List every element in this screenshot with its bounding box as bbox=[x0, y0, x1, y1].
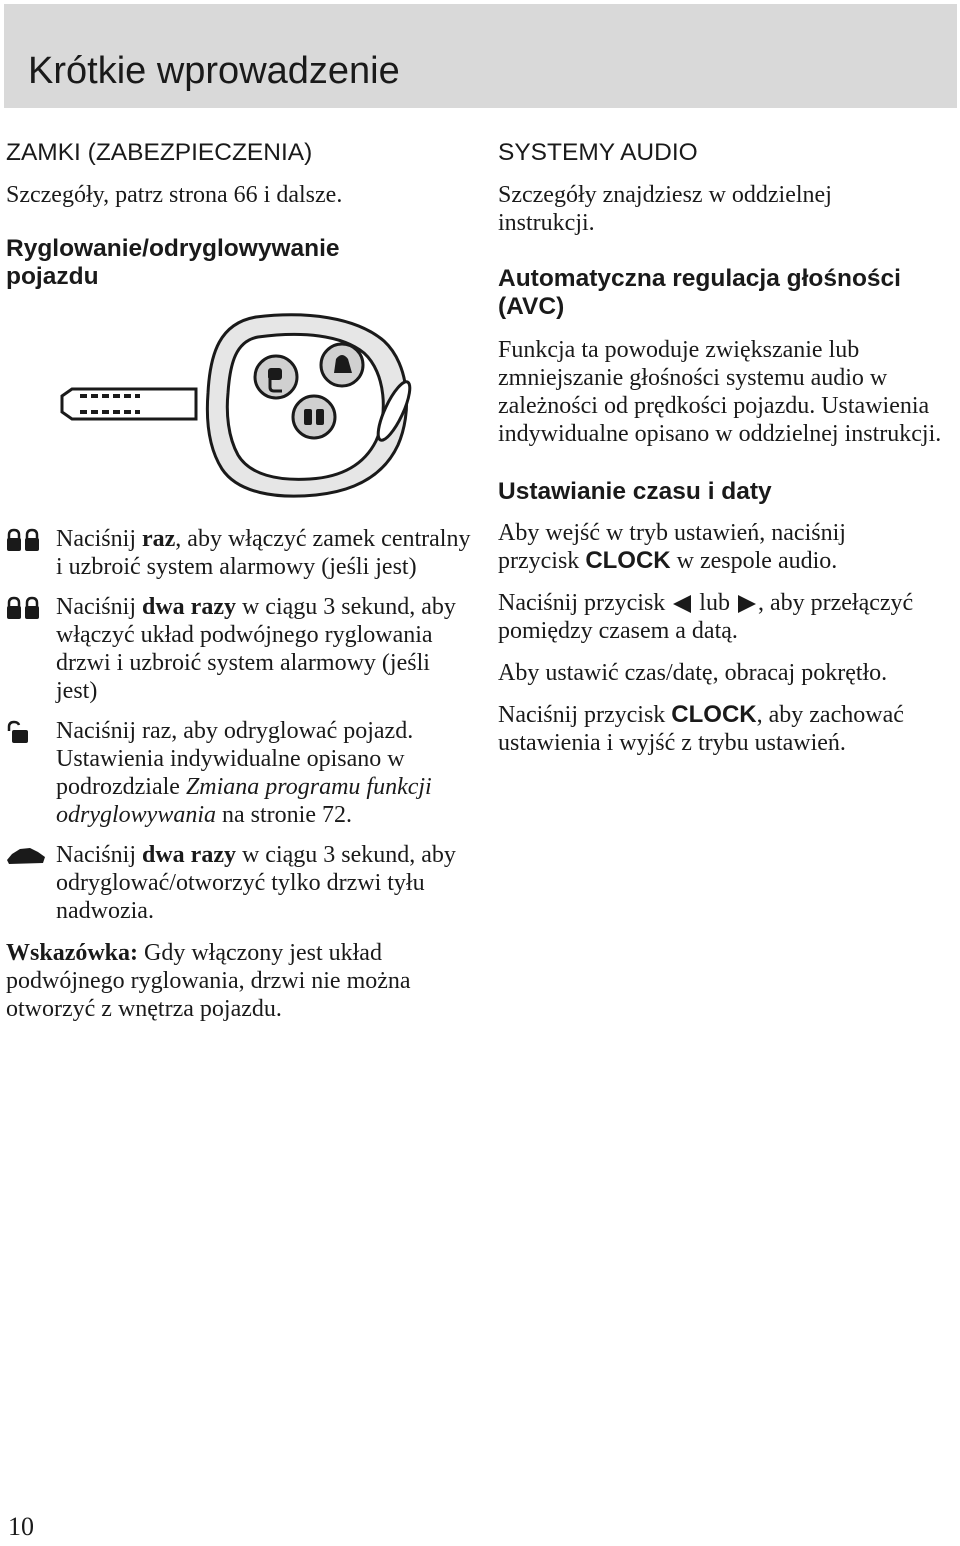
locks-section-title: ZAMKI (ZABEZPIECZENIA) bbox=[6, 139, 313, 166]
lock-open-icon bbox=[6, 719, 46, 745]
time-paragraph-1: Aby wejść w tryb ustawień, naciśnij przycisk CLOCK w zespole audio. bbox=[498, 520, 846, 574]
locks-section-ref: Szczegóły, patrz strona 66 i dalsze. bbox=[6, 182, 343, 208]
page-number: 10 bbox=[8, 1512, 34, 1541]
time-paragraph-2: Naciśnij przycisk lub , aby przełączyć pomiędzy czasem a datą. bbox=[498, 590, 914, 644]
remote-key-illustration bbox=[6, 313, 476, 503]
audio-section-ref: Szczegóły znajdziesz w oddzielnej instrukcji. bbox=[498, 182, 832, 236]
left-column bbox=[6, 138, 476, 1023]
right-arrow-icon bbox=[736, 593, 758, 615]
avc-title: Automatyczna regulacja głośności (AVC) bbox=[498, 265, 901, 320]
list-item: Naciśnij raz, aby odryglować pojazd. Ustawienia indywidualne opisano w podrozdziale Zmiana programu funkcji odryglowywania na stronie 72. bbox=[6, 717, 476, 829]
car-trunk-icon bbox=[6, 843, 46, 869]
remote-key-icon bbox=[6, 313, 476, 503]
left-arrow-icon bbox=[671, 593, 693, 615]
time-paragraph-3: Aby ustawić czas/datę, obracaj pokrętło. bbox=[498, 660, 888, 686]
time-paragraph-4: Naciśnij przycisk CLOCK, aby zachować ustawienia i wyjść z trybu ustawień. bbox=[498, 701, 904, 756]
time-date-title: Ustawianie czasu i daty bbox=[498, 478, 772, 505]
page-title: Krótkie wprowadzenie bbox=[28, 50, 400, 92]
list-item: Naciśnij dwa razy w ciągu 3 sekund, aby odryglować/otworzyć tylko drzwi tyłu nadwozia. bbox=[6, 841, 476, 925]
locking-subtitle: Ryglowanie/odryglowywanie pojazdu bbox=[6, 235, 340, 290]
audio-section-title: SYSTEMY AUDIO bbox=[498, 139, 698, 166]
list-item: Naciśnij dwa razy w ciągu 3 sekund, aby włączyć układ podwójnego ryglowania drzwi i uzbroić system alarmowy (jeśli jest) bbox=[6, 593, 476, 705]
note-paragraph: Wskazówka: Gdy włączony jest układ podwójnego ryglowania, drzwi nie można otworzyć z wnętrza pojazdu. bbox=[6, 940, 411, 1022]
list-item: Naciśnij raz, aby włączyć zamek centralny i uzbroić system alarmowy (jeśli jest) bbox=[6, 525, 476, 581]
lock-closed-icon bbox=[6, 527, 46, 553]
right-column bbox=[498, 138, 956, 757]
avc-text: Funkcja ta powoduje zwiększanie lub zmniejszanie głośności systemu audio w zależności od prędkości pojazdu. Ustawienia indywidualne opisano w oddzielnej instrukcji. bbox=[498, 337, 942, 447]
lock-closed-icon bbox=[6, 595, 46, 621]
